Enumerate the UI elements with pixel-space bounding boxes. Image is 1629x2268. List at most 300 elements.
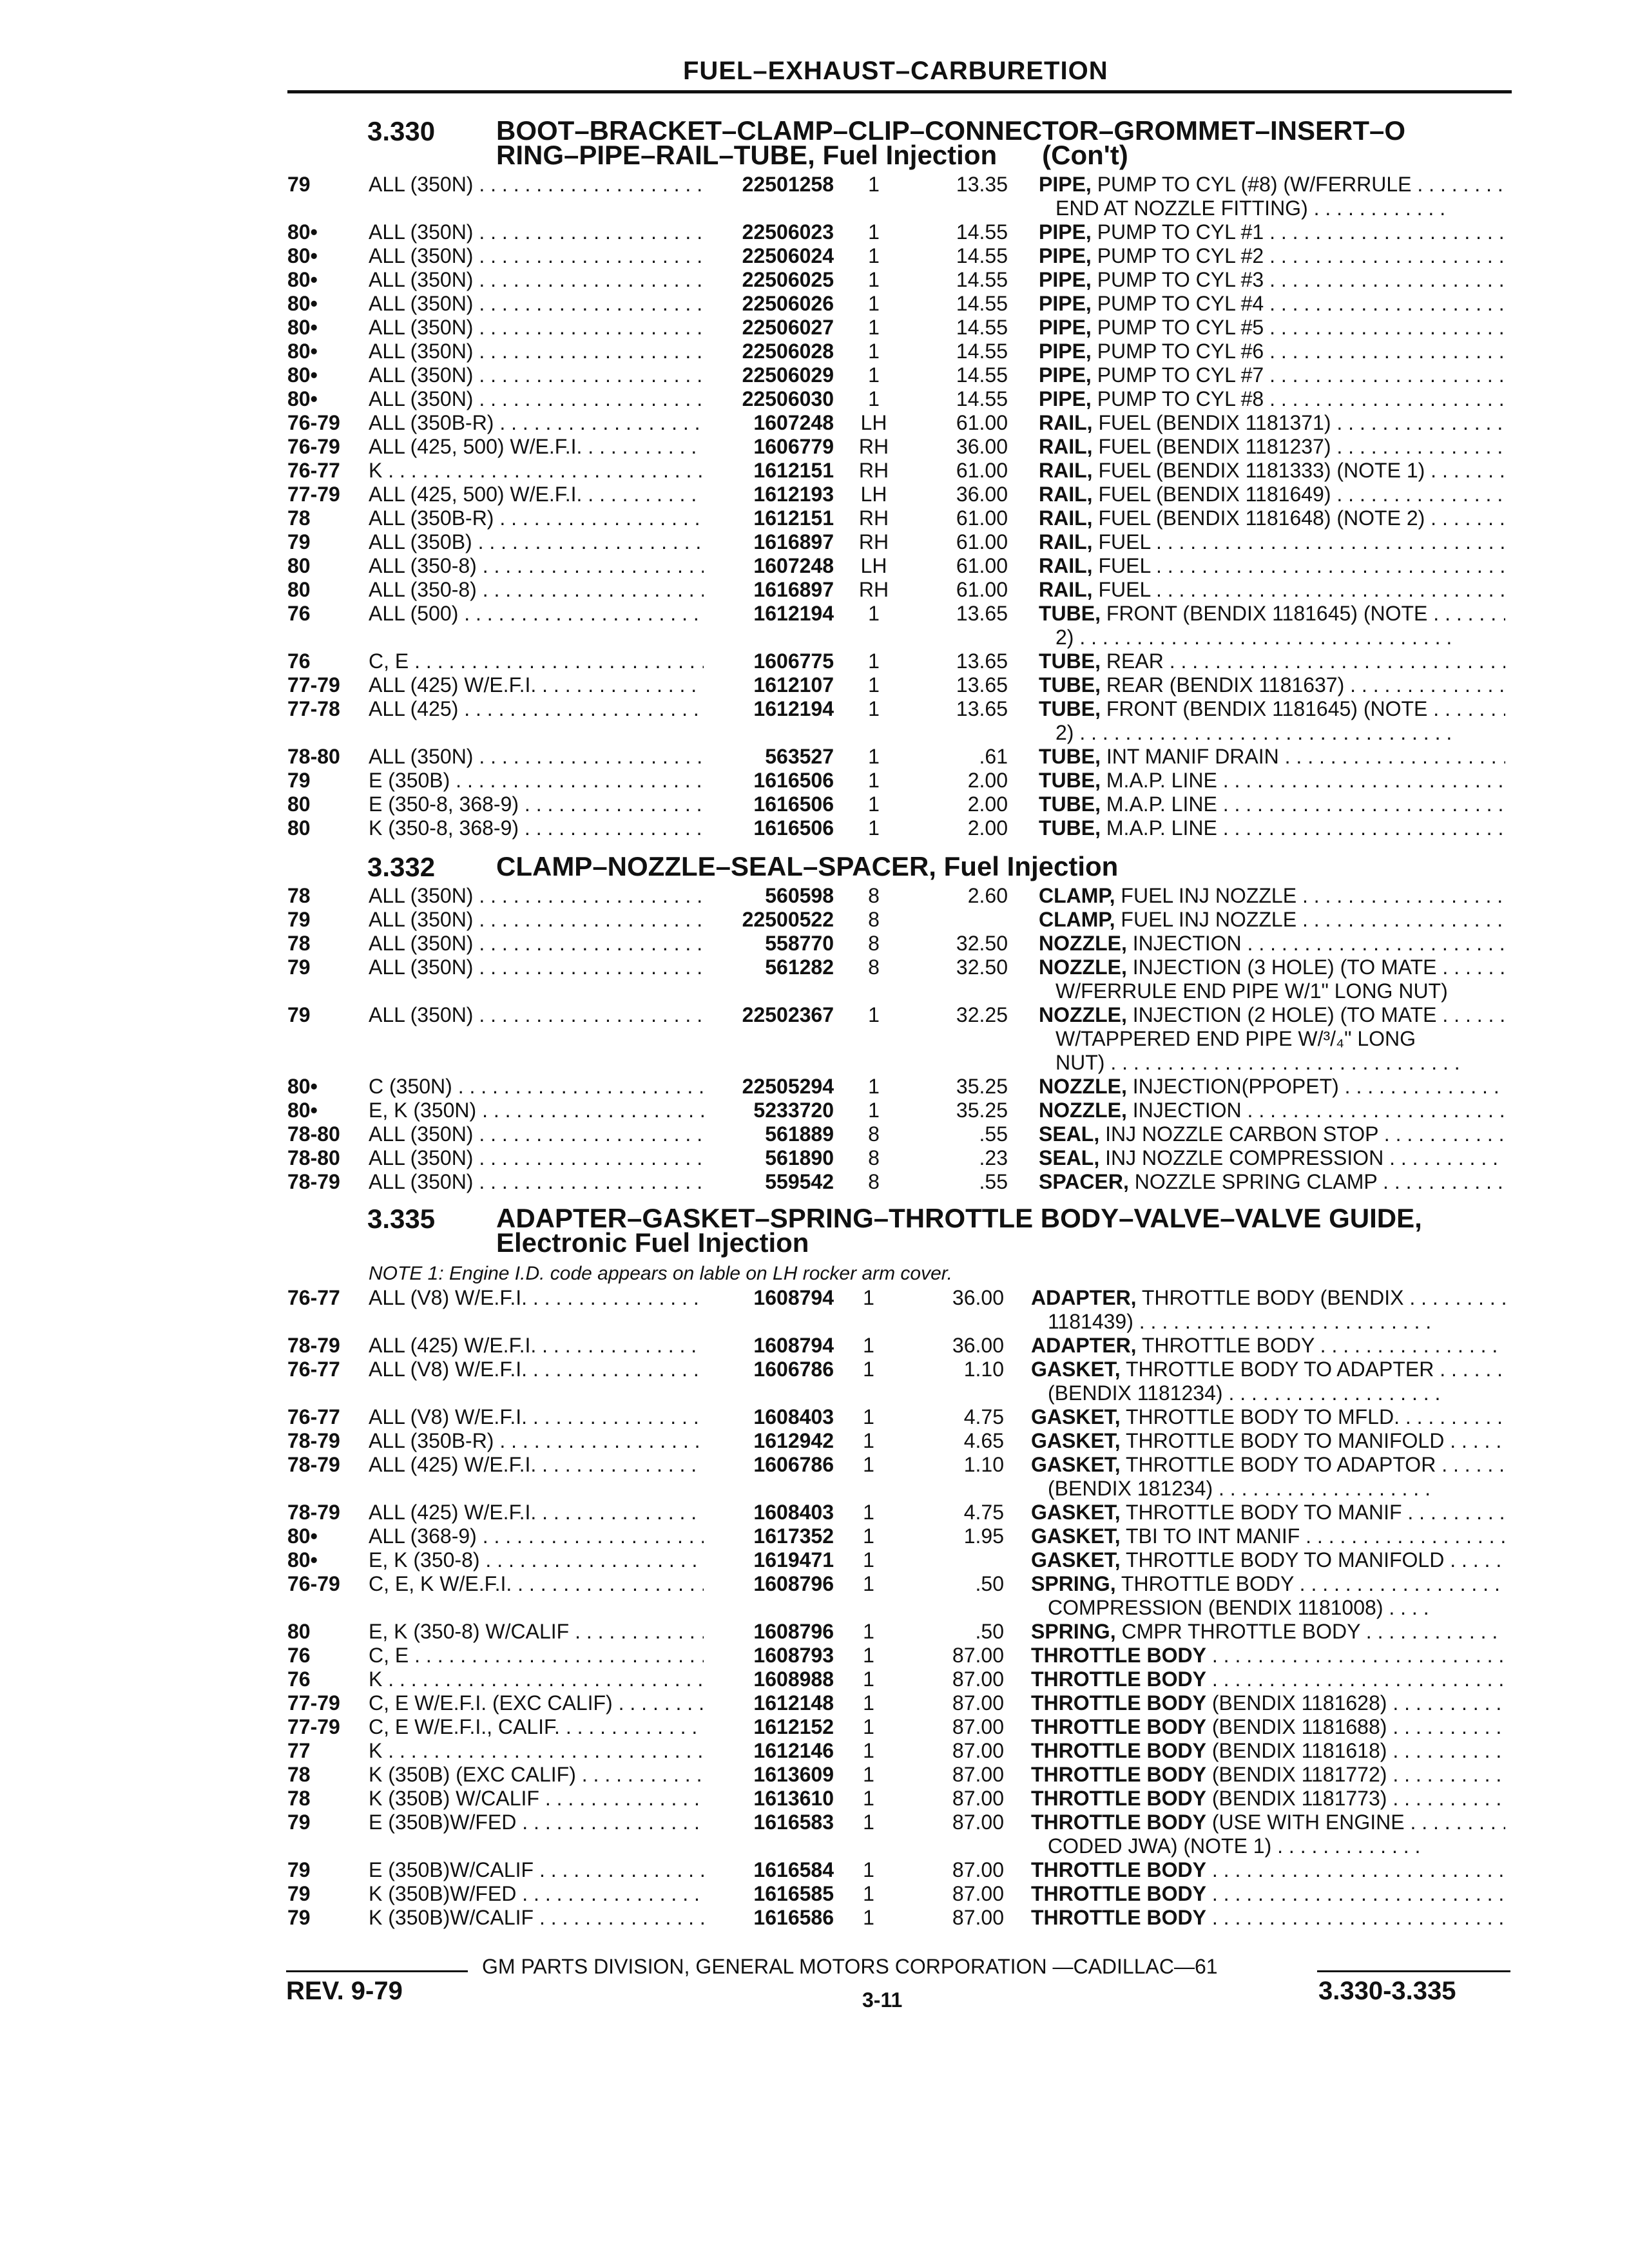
- price: 32.50: [956, 956, 1008, 979]
- description: [1039, 1075, 1505, 1099]
- model-year: 80: [287, 578, 311, 601]
- part-name: SPACER,: [1039, 1170, 1129, 1193]
- part-number: 1616506: [753, 816, 834, 840]
- application: E, K (350-8) W/CALIF . . .: [369, 1620, 704, 1644]
- part-detail: (BENDIX 1181628): [1211, 1691, 1387, 1715]
- table-row: [0, 1882, 1629, 1907]
- model-year: 80•: [287, 1548, 318, 1571]
- model-year: 76-77: [287, 1286, 340, 1309]
- quantity: 1: [868, 387, 880, 410]
- price: 13.65: [956, 673, 1008, 697]
- quantity: 1: [863, 1334, 874, 1357]
- part-detail: M.A.P. LINE: [1106, 769, 1217, 792]
- part-detail: FUEL (BENDIX 1181649): [1098, 483, 1331, 506]
- part-detail: FUEL INJ NOZZLE: [1121, 908, 1297, 931]
- description: [1039, 244, 1505, 268]
- price: 14.55: [956, 387, 1008, 410]
- quantity: 1: [863, 1644, 874, 1667]
- application: ALL (350N) . . .: [369, 1146, 704, 1170]
- part-number: 1613610: [753, 1787, 834, 1810]
- part-detail: THROTTLE BODY TO MANIFOLD: [1126, 1429, 1445, 1452]
- model-year: 77: [287, 1739, 311, 1762]
- price: 61.00: [956, 506, 1008, 530]
- part-number: 1608988: [753, 1667, 834, 1691]
- part-number: 1612151: [753, 459, 834, 482]
- section-note: NOTE 1: Engine I.D. code appears on lable on LH rocker arm cover.: [369, 1263, 952, 1284]
- quantity: 1: [863, 1286, 874, 1309]
- part-name: PIPE,: [1039, 316, 1092, 339]
- part-number: 5233720: [753, 1099, 834, 1122]
- description-continuation: END AT NOZZLE FITTING) . . . . . . . . . . . .: [1055, 197, 1446, 220]
- quantity: 8: [868, 884, 880, 907]
- quantity: 1: [868, 220, 880, 244]
- application: E, K (350N) . . .: [369, 1099, 704, 1122]
- table-row: [0, 316, 1629, 340]
- description: [1039, 1122, 1505, 1146]
- part-number: 1608793: [753, 1644, 834, 1667]
- description: [1031, 1787, 1505, 1811]
- description: [1031, 1429, 1505, 1453]
- part-name: NOZZLE,: [1039, 932, 1127, 955]
- part-name: PIPE,: [1039, 220, 1092, 244]
- table-row: [0, 1620, 1629, 1644]
- description-continuation: (BENDIX 181234) . . . . . . . . . . . . . . . . . . .: [1048, 1477, 1431, 1500]
- part-detail: (BENDIX 1181688): [1211, 1715, 1387, 1738]
- price: 35.25: [956, 1075, 1008, 1098]
- price: 87.00: [952, 1667, 1004, 1691]
- part-detail: PUMP TO CYL #6: [1097, 340, 1264, 363]
- price: 14.55: [956, 316, 1008, 339]
- part-name: PIPE,: [1039, 268, 1092, 291]
- description: [1039, 459, 1505, 483]
- price: 87.00: [952, 1763, 1004, 1786]
- description: [1039, 340, 1505, 363]
- model-year: 80•: [287, 340, 318, 363]
- part-detail: PUMP TO CYL #1: [1097, 220, 1264, 244]
- application: ALL (500) . . .: [369, 602, 704, 626]
- part-number: 22506027: [742, 316, 834, 339]
- part-name: SPRING,: [1031, 1572, 1116, 1595]
- part-name: PIPE,: [1039, 173, 1092, 196]
- application: ALL (350-8) . . .: [369, 578, 704, 602]
- page-title: FUEL–EXHAUST–CARBURETION: [683, 57, 1108, 85]
- part-name: ADAPTER,: [1031, 1334, 1137, 1357]
- part-detail: FUEL (BENDIX 1181371): [1098, 411, 1331, 434]
- model-year: 80•: [287, 268, 318, 291]
- model-year: 78: [287, 884, 311, 907]
- quantity: 1: [868, 1075, 880, 1098]
- description-continuation: W/TAPPERED END PIPE W/³/₄" LONG: [1055, 1027, 1416, 1050]
- description: [1031, 1334, 1505, 1358]
- part-detail: FUEL (BENDIX 1181333) (NOTE 1): [1098, 459, 1425, 482]
- price: 14.55: [956, 363, 1008, 387]
- table-row: [0, 173, 1629, 197]
- part-number: 561890: [765, 1146, 834, 1169]
- quantity: 8: [868, 932, 880, 955]
- description: [1039, 483, 1505, 506]
- table-row: [0, 578, 1629, 602]
- price: 87.00: [952, 1858, 1004, 1881]
- description: [1039, 908, 1505, 932]
- table-row: [0, 884, 1629, 908]
- price: 2.00: [967, 816, 1008, 840]
- application: C, E W/E.F.I., CALIF. . . .: [369, 1715, 704, 1739]
- price: .55: [979, 1122, 1008, 1146]
- part-number: 1616584: [753, 1858, 834, 1881]
- description: [1039, 530, 1505, 554]
- part-detail: (BENDIX 1181772): [1211, 1763, 1387, 1786]
- table-row: [0, 363, 1629, 388]
- application: K (350B)W/FED . . .: [369, 1882, 704, 1906]
- price: 36.00: [952, 1286, 1004, 1309]
- footer-rule-left: [286, 1970, 468, 1972]
- part-name: GASKET,: [1031, 1358, 1121, 1381]
- price: 87.00: [952, 1691, 1004, 1715]
- table-row: [0, 697, 1629, 722]
- application: ALL (350N) . . .: [369, 884, 704, 908]
- application: K . . .: [369, 1667, 704, 1691]
- part-number: 1616586: [753, 1906, 834, 1929]
- description: [1031, 1501, 1505, 1524]
- part-number: 22505294: [742, 1075, 834, 1098]
- quantity: 1: [863, 1906, 874, 1929]
- quantity: 1: [863, 1548, 874, 1571]
- application: C, E W/E.F.I. (EXC CALIF) . . .: [369, 1691, 704, 1715]
- description: [1031, 1286, 1505, 1310]
- part-number: 560598: [765, 884, 834, 907]
- part-number: 1616583: [753, 1811, 834, 1834]
- part-name: TUBE,: [1039, 697, 1101, 720]
- section-range: 3.330-3.335: [1318, 1977, 1456, 2005]
- price: 36.00: [952, 1334, 1004, 1357]
- application: C, E . . .: [369, 1644, 704, 1667]
- price: 87.00: [952, 1906, 1004, 1929]
- part-name: THROTTLE BODY: [1031, 1715, 1206, 1738]
- quantity: 1: [863, 1811, 874, 1834]
- application: ALL (425) W/E.F.I. . . .: [369, 1334, 704, 1358]
- price: 61.00: [956, 554, 1008, 577]
- price: 87.00: [952, 1715, 1004, 1738]
- part-number: 561889: [765, 1122, 834, 1146]
- quantity: 1: [868, 316, 880, 339]
- quantity: 1: [868, 292, 880, 315]
- part-name: RAIL,: [1039, 459, 1093, 482]
- quantity: 8: [868, 1122, 880, 1146]
- part-name: RAIL,: [1039, 506, 1093, 530]
- table-row: [0, 1405, 1629, 1430]
- part-name: PIPE,: [1039, 340, 1092, 363]
- part-name: TUBE,: [1039, 745, 1101, 768]
- part-number: 1608794: [753, 1334, 834, 1357]
- part-detail: THROTTLE BODY TO MANIFOLD: [1126, 1548, 1445, 1571]
- part-detail: INJECTION (2 HOLE) (TO MATE: [1132, 1003, 1437, 1026]
- application: ALL (425) W/E.F.I. . . .: [369, 673, 704, 697]
- quantity: 1: [868, 244, 880, 267]
- part-number: 1607248: [753, 554, 834, 577]
- description: [1031, 1667, 1505, 1691]
- part-name: TUBE,: [1039, 649, 1101, 673]
- description: [1039, 816, 1505, 840]
- model-year: 79: [287, 956, 311, 979]
- table-row: [0, 1858, 1629, 1883]
- price: 2.60: [967, 884, 1008, 907]
- part-number: 1606786: [753, 1453, 834, 1476]
- application: ALL (350-8) . . .: [369, 554, 704, 578]
- table-row: [0, 483, 1629, 507]
- application: K (350B) (EXC CALIF) . . .: [369, 1763, 704, 1787]
- description: [1039, 1146, 1505, 1170]
- model-year: 80: [287, 816, 311, 840]
- table-row: [0, 292, 1629, 316]
- model-year: 80•: [287, 292, 318, 315]
- part-number: 1608796: [753, 1620, 834, 1643]
- part-detail: PUMP TO CYL (#8) (W/FERRULE: [1097, 173, 1412, 196]
- description-continuation: COMPRESSION (BENDIX 1181008) . . . .: [1048, 1596, 1429, 1619]
- description: [1039, 292, 1505, 316]
- table-row: [0, 1075, 1629, 1099]
- part-detail: THROTTLE BODY TO ADAPTOR: [1126, 1453, 1436, 1476]
- model-year: 78-80: [287, 745, 340, 768]
- application: K . . .: [369, 459, 704, 483]
- table-row: [0, 1787, 1629, 1811]
- part-detail: THROTTLE BODY: [1121, 1572, 1294, 1595]
- quantity: 1: [868, 745, 880, 768]
- model-year: 76: [287, 649, 311, 673]
- part-name: GASKET,: [1031, 1405, 1121, 1428]
- quantity: 1: [863, 1858, 874, 1881]
- application: ALL (350N) . . .: [369, 244, 704, 268]
- price: 87.00: [952, 1811, 1004, 1834]
- table-row: [0, 769, 1629, 793]
- part-number: 1612148: [753, 1691, 834, 1715]
- part-name: CLAMP,: [1039, 884, 1115, 907]
- application: ALL (350N) . . .: [369, 745, 704, 769]
- quantity: 1: [863, 1572, 874, 1595]
- application: ALL (425, 500) W/E.F.I. . . .: [369, 483, 704, 506]
- model-year: 78-80: [287, 1146, 340, 1169]
- description: [1031, 1763, 1505, 1787]
- part-detail: FUEL (BENDIX 1181237): [1098, 435, 1331, 458]
- part-detail: PUMP TO CYL #8: [1097, 387, 1264, 410]
- section-title-line-1: ADAPTER–GASKET–SPRING–THROTTLE BODY–VALVE–VALVE GUIDE,: [496, 1203, 1422, 1233]
- description: [1031, 1524, 1505, 1548]
- price: .23: [979, 1146, 1008, 1169]
- model-year: 76-79: [287, 435, 340, 458]
- part-number: 558770: [765, 932, 834, 955]
- part-detail: (BENDIX 1181773): [1211, 1787, 1387, 1810]
- price: 2.00: [967, 769, 1008, 792]
- model-year: 79: [287, 1003, 311, 1026]
- model-year: 76: [287, 1644, 311, 1667]
- table-row: [0, 1739, 1629, 1763]
- footer-division: GM PARTS DIVISION, GENERAL MOTORS CORPORATION —CADILLAC—61: [482, 1955, 1218, 1978]
- price: 1.10: [963, 1453, 1004, 1476]
- section-title-line-1: BOOT–BRACKET–CLAMP–CLIP–CONNECTOR–GROMMET–INSERT–O: [496, 115, 1406, 146]
- part-number: 1608403: [753, 1501, 834, 1524]
- part-number: 1616897: [753, 530, 834, 553]
- price: .61: [979, 745, 1008, 768]
- section-title-line-2: RING–PIPE–RAIL–TUBE, Fuel Injection (Con't): [496, 140, 1128, 170]
- application: ALL (350N) . . .: [369, 932, 704, 956]
- quantity: 8: [868, 956, 880, 979]
- part-detail: FRONT (BENDIX 1181645) (NOTE: [1106, 602, 1428, 625]
- model-year: 78-79: [287, 1334, 340, 1357]
- part-detail: PUMP TO CYL #7: [1097, 363, 1264, 387]
- part-detail: INJECTION (3 HOLE) (TO MATE: [1132, 956, 1437, 979]
- description: [1039, 363, 1505, 387]
- part-detail: M.A.P. LINE: [1106, 816, 1217, 840]
- part-number: 22506028: [742, 340, 834, 363]
- model-year: 78-80: [287, 1122, 340, 1146]
- part-name: RAIL,: [1039, 554, 1093, 577]
- application: ALL (350N) . . .: [369, 956, 704, 979]
- table-row: [0, 1906, 1629, 1930]
- application: ALL (350N) . . .: [369, 316, 704, 340]
- description: [1039, 435, 1505, 459]
- part-detail: INJECTION(PPOPET): [1132, 1075, 1339, 1098]
- model-year: 79: [287, 908, 311, 931]
- part-detail: THROTTLE BODY: [1141, 1334, 1315, 1357]
- description: [1039, 793, 1505, 816]
- part-number: 22500522: [742, 908, 834, 931]
- part-detail: FUEL INJ NOZZLE: [1121, 884, 1297, 907]
- description-continuation: 1181439) . . . . . . . . . . . . . . . . . . . . . . . . . .: [1048, 1310, 1432, 1333]
- description: [1039, 411, 1505, 435]
- price: 36.00: [956, 435, 1008, 458]
- part-detail: PUMP TO CYL #3: [1097, 268, 1264, 291]
- application: ALL (350N) . . .: [369, 268, 704, 292]
- model-year: 80•: [287, 1075, 318, 1098]
- model-year: 76-79: [287, 411, 340, 434]
- application: ALL (350N) . . .: [369, 173, 704, 197]
- table-row: [0, 1122, 1629, 1147]
- application: K . . .: [369, 1739, 704, 1763]
- quantity: 1: [863, 1787, 874, 1810]
- description: [1031, 1405, 1505, 1429]
- description: [1039, 673, 1505, 697]
- table-row: [0, 745, 1629, 769]
- model-year: 79: [287, 769, 311, 792]
- part-name: SEAL,: [1039, 1146, 1100, 1169]
- description: [1039, 745, 1505, 769]
- part-number: 1619471: [753, 1548, 834, 1571]
- quantity: LH: [860, 554, 887, 577]
- part-name: THROTTLE BODY: [1031, 1858, 1206, 1881]
- application: ALL (425) W/E.F.I. . . .: [369, 1453, 704, 1477]
- price: 14.55: [956, 292, 1008, 315]
- part-detail: INT MANIF DRAIN: [1106, 745, 1279, 768]
- price: 35.25: [956, 1099, 1008, 1122]
- part-number: 22506026: [742, 292, 834, 315]
- description: [1039, 1099, 1505, 1122]
- part-detail: THROTTLE BODY TO MFLD.: [1126, 1405, 1400, 1428]
- part-name: THROTTLE BODY: [1031, 1644, 1206, 1667]
- application: K (350B)W/CALIF . . .: [369, 1906, 704, 1930]
- price: 87.00: [952, 1739, 1004, 1762]
- application: ALL (425, 500) W/E.F.I. . . .: [369, 435, 704, 459]
- part-name: THROTTLE BODY: [1031, 1882, 1206, 1905]
- quantity: 1: [868, 1099, 880, 1122]
- table-row: [0, 1715, 1629, 1740]
- description: [1039, 769, 1505, 793]
- table-row: [0, 1501, 1629, 1525]
- application: ALL (350N) . . .: [369, 292, 704, 316]
- part-number: 22506024: [742, 244, 834, 267]
- description: [1039, 932, 1505, 956]
- description: [1031, 1691, 1505, 1715]
- part-name: NOZZLE,: [1039, 1099, 1127, 1122]
- part-detail: TBI TO INT MANIF: [1126, 1524, 1300, 1548]
- part-name: NOZZLE,: [1039, 1075, 1127, 1098]
- model-year: 80•: [287, 220, 318, 244]
- price: 32.50: [956, 932, 1008, 955]
- description-continuation: NUT) . . . . . . . . . . . . . . . . . . . . . . . . . . . . . . .: [1055, 1051, 1460, 1074]
- model-year: 80•: [287, 387, 318, 410]
- description: [1031, 1811, 1505, 1834]
- description: [1031, 1548, 1505, 1572]
- quantity: 1: [863, 1620, 874, 1643]
- section-title-line-1: CLAMP–NOZZLE–SEAL–SPACER, Fuel Injection: [496, 851, 1119, 881]
- model-year: 80•: [287, 244, 318, 267]
- quantity: 1: [863, 1453, 874, 1476]
- quantity: LH: [860, 411, 887, 434]
- section-number: 3.330: [367, 116, 436, 146]
- table-row: [0, 506, 1629, 531]
- application: ALL (350N) . . .: [369, 340, 704, 363]
- quantity: 1: [868, 173, 880, 196]
- application: ALL (350N) . . .: [369, 387, 704, 411]
- part-detail: FUEL: [1098, 578, 1151, 601]
- description: [1039, 649, 1505, 673]
- table-row: [0, 1170, 1629, 1195]
- description: [1039, 554, 1505, 578]
- part-number: 1612152: [753, 1715, 834, 1738]
- part-number: 1606786: [753, 1358, 834, 1381]
- model-year: 76-77: [287, 1358, 340, 1381]
- part-name: PIPE,: [1039, 387, 1092, 410]
- description: [1031, 1906, 1505, 1930]
- part-detail: REAR (BENDIX 1181637): [1106, 673, 1345, 697]
- quantity: 8: [868, 1170, 880, 1193]
- application: ALL (350N) . . .: [369, 908, 704, 932]
- price: 14.55: [956, 244, 1008, 267]
- quantity: 1: [863, 1691, 874, 1715]
- description: [1031, 1739, 1505, 1763]
- model-year: 78: [287, 1787, 311, 1810]
- table-row: [0, 956, 1629, 980]
- quantity: 1: [868, 268, 880, 291]
- application: ALL (425) . . .: [369, 697, 704, 721]
- application: ALL (V8) W/E.F.I. . . .: [369, 1405, 704, 1429]
- price: 13.65: [956, 602, 1008, 625]
- model-year: 79: [287, 1906, 311, 1929]
- part-detail: (USE WITH ENGINE: [1211, 1811, 1405, 1834]
- model-year: 78-79: [287, 1429, 340, 1452]
- part-name: THROTTLE BODY: [1031, 1811, 1206, 1834]
- part-number: 22502367: [742, 1003, 834, 1026]
- part-number: 22506030: [742, 387, 834, 410]
- part-number: 1607248: [753, 411, 834, 434]
- table-row: [0, 1811, 1629, 1835]
- part-detail: FUEL (BENDIX 1181648) (NOTE 2): [1098, 506, 1425, 530]
- price: .55: [979, 1170, 1008, 1193]
- part-name: TUBE,: [1039, 816, 1101, 840]
- part-number: 1612151: [753, 506, 834, 530]
- model-year: 77-79: [287, 483, 340, 506]
- description: [1039, 220, 1505, 244]
- model-year: 77-79: [287, 1691, 340, 1715]
- application: ALL (350N) . . .: [369, 1170, 704, 1194]
